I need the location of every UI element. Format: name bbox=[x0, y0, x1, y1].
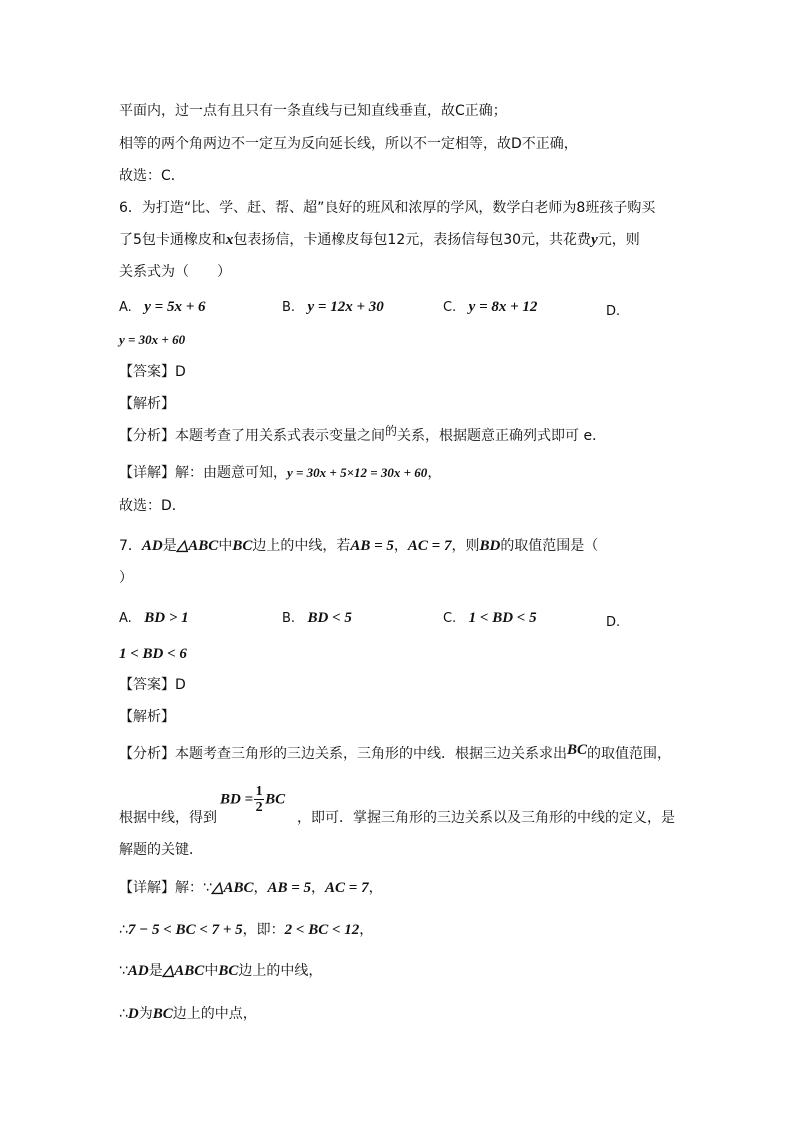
math: BC bbox=[152, 1006, 173, 1022]
text: 为 bbox=[138, 1006, 153, 1022]
numerator: 1 bbox=[255, 784, 263, 799]
analysis-label: 【解析】 bbox=[119, 709, 175, 725]
option-c-math: y = 8x + 12 bbox=[468, 299, 538, 315]
text: 的 bbox=[385, 424, 398, 438]
detail-line-2 bbox=[119, 920, 373, 940]
text: 边上的中线， bbox=[238, 963, 323, 979]
text: ， bbox=[311, 880, 326, 896]
math: BC bbox=[232, 538, 253, 554]
question-6-option-d-label bbox=[606, 301, 620, 322]
option-d-label: D. bbox=[606, 304, 621, 319]
question-7-close: ） bbox=[119, 570, 133, 586]
text: ， bbox=[393, 538, 408, 554]
detail-math: y = 30x + 5×12 = 30x + 60 bbox=[287, 465, 428, 480]
option-c-label: C. bbox=[443, 300, 457, 315]
option-c-label: C. bbox=[443, 611, 457, 626]
text-line: 故选：C． bbox=[119, 168, 185, 184]
question-6-option-c bbox=[443, 297, 537, 318]
text: ， bbox=[427, 465, 442, 481]
detail-line-3 bbox=[119, 961, 322, 981]
option-d-math: y = 30x + 60 bbox=[119, 332, 186, 347]
math: BC bbox=[218, 963, 239, 979]
question-7-stem bbox=[119, 536, 598, 556]
option-c-math: 1 < BD < 5 bbox=[468, 610, 537, 626]
denominator: 2 bbox=[255, 800, 263, 815]
text: ∴ bbox=[119, 922, 128, 938]
text: 包表扬信，卡通橡皮每包12元，表扬信每包30元，共花费 bbox=[233, 232, 592, 248]
text: ， bbox=[359, 922, 374, 938]
detail-line-1 bbox=[119, 878, 383, 898]
text: 中 bbox=[218, 538, 233, 554]
option-d-label: D. bbox=[606, 615, 621, 630]
option-a-math: BD > 1 bbox=[144, 610, 189, 626]
option-a-label: A. bbox=[119, 300, 132, 315]
math: AB = 5 bbox=[267, 880, 312, 896]
text: ，则 bbox=[451, 538, 480, 554]
question-7-option-b bbox=[282, 608, 352, 629]
choose-text: 故选：D． bbox=[119, 498, 186, 514]
question-6-stem-line2 bbox=[119, 230, 640, 250]
option-b-label: B. bbox=[282, 300, 296, 315]
question-6-option-d bbox=[119, 330, 185, 350]
text: 【详解】解：∵ bbox=[119, 880, 212, 896]
text: ， bbox=[253, 880, 268, 896]
text: 了5包卡通橡皮和 bbox=[119, 232, 226, 248]
option-d-math: 1 < BD < 6 bbox=[119, 646, 187, 662]
text: 是 bbox=[162, 538, 177, 554]
math: AC = 7 bbox=[325, 880, 369, 896]
text: 边上的中点， bbox=[172, 1006, 257, 1022]
math: △ABC bbox=[162, 963, 205, 979]
math: BC bbox=[265, 791, 286, 808]
text: 【分析】本题考查了用关系式表示变量之间 bbox=[119, 428, 385, 444]
question-7-option-d-label bbox=[606, 612, 620, 633]
text-line: 平面内，过一点有且只有一条直线与已知直线垂直，故C正确； bbox=[119, 103, 507, 119]
question-7-option-d bbox=[119, 644, 187, 664]
text: 【详解】解：由题意可知， bbox=[119, 465, 287, 481]
text: 关系，根据题意正确列式即可 e． bbox=[397, 428, 607, 444]
option-a-label: A. bbox=[119, 611, 132, 626]
analysis-text-2b: ，即可．掌握三角形的三边关系以及三角形的中线的定义，是 bbox=[297, 810, 675, 826]
math: BD bbox=[479, 538, 501, 554]
question-7-option-a bbox=[119, 608, 189, 629]
option-b-math: y = 12x + 30 bbox=[307, 299, 384, 315]
math: D bbox=[127, 1006, 139, 1022]
math: AB = 5 bbox=[350, 538, 394, 554]
text: 的取值范围， bbox=[587, 746, 672, 762]
text: ， bbox=[368, 880, 383, 896]
question-7-option-c bbox=[443, 608, 537, 629]
analysis-text bbox=[119, 426, 606, 446]
text: 【分析】本题考查三角形的三边关系，三角形的中线．根据三边关系求出 bbox=[119, 746, 567, 762]
text-line: 相等的两个角两边不一定互为反向延长线，所以不一定相等，故D不正确， bbox=[119, 136, 578, 152]
option-b-math: BD < 5 bbox=[307, 610, 352, 626]
math: AD bbox=[127, 963, 149, 979]
question-6-stem: 6．为打造“比、学、赶、帮、超”良好的班风和浓厚的学风，数学白老师为8班孩子购买 bbox=[119, 200, 656, 216]
text: 边上的中线，若 bbox=[252, 538, 351, 554]
analysis-text-2 bbox=[119, 808, 217, 828]
answer-label: 【答案】D bbox=[119, 677, 186, 693]
math: 2 < BC < 12 bbox=[284, 922, 360, 938]
option-a-math: y = 5x + 6 bbox=[144, 299, 206, 315]
text: ∴ bbox=[119, 1006, 128, 1022]
text: 元，则 bbox=[597, 232, 640, 248]
math: △ABC bbox=[176, 538, 219, 554]
math-y: y bbox=[591, 232, 598, 248]
detail-line-4 bbox=[119, 1004, 257, 1024]
text: 中 bbox=[204, 963, 219, 979]
fraction-formula bbox=[220, 784, 285, 815]
text: 是 bbox=[148, 963, 163, 979]
text: 7． bbox=[119, 538, 142, 554]
analysis-text-3: 解题的关键． bbox=[119, 842, 203, 858]
text: 的取值范围是（ bbox=[500, 538, 599, 554]
math: 7 − 5 < BC < 7 + 5 bbox=[127, 922, 243, 938]
analysis-text bbox=[119, 744, 671, 764]
option-b-label: B. bbox=[282, 611, 296, 626]
analysis-label: 【解析】 bbox=[119, 396, 175, 412]
answer-label: 【答案】D bbox=[119, 364, 186, 380]
math: △ABC bbox=[211, 880, 254, 896]
fraction-one-half bbox=[254, 784, 264, 815]
detail-text bbox=[119, 463, 441, 483]
math: BD = bbox=[220, 791, 254, 808]
question-6-stem-line3: 关系式为（ ） bbox=[119, 264, 231, 280]
text: ∵ bbox=[119, 963, 128, 979]
math-x: x bbox=[225, 232, 234, 248]
question-6-options bbox=[119, 297, 206, 318]
math: BC bbox=[567, 742, 588, 758]
text: 根据中线，得到 bbox=[119, 810, 217, 826]
math: AC = 7 bbox=[407, 538, 452, 554]
text: ，即： bbox=[242, 922, 285, 938]
question-6-option-b bbox=[282, 297, 384, 318]
math: AD bbox=[141, 538, 163, 554]
